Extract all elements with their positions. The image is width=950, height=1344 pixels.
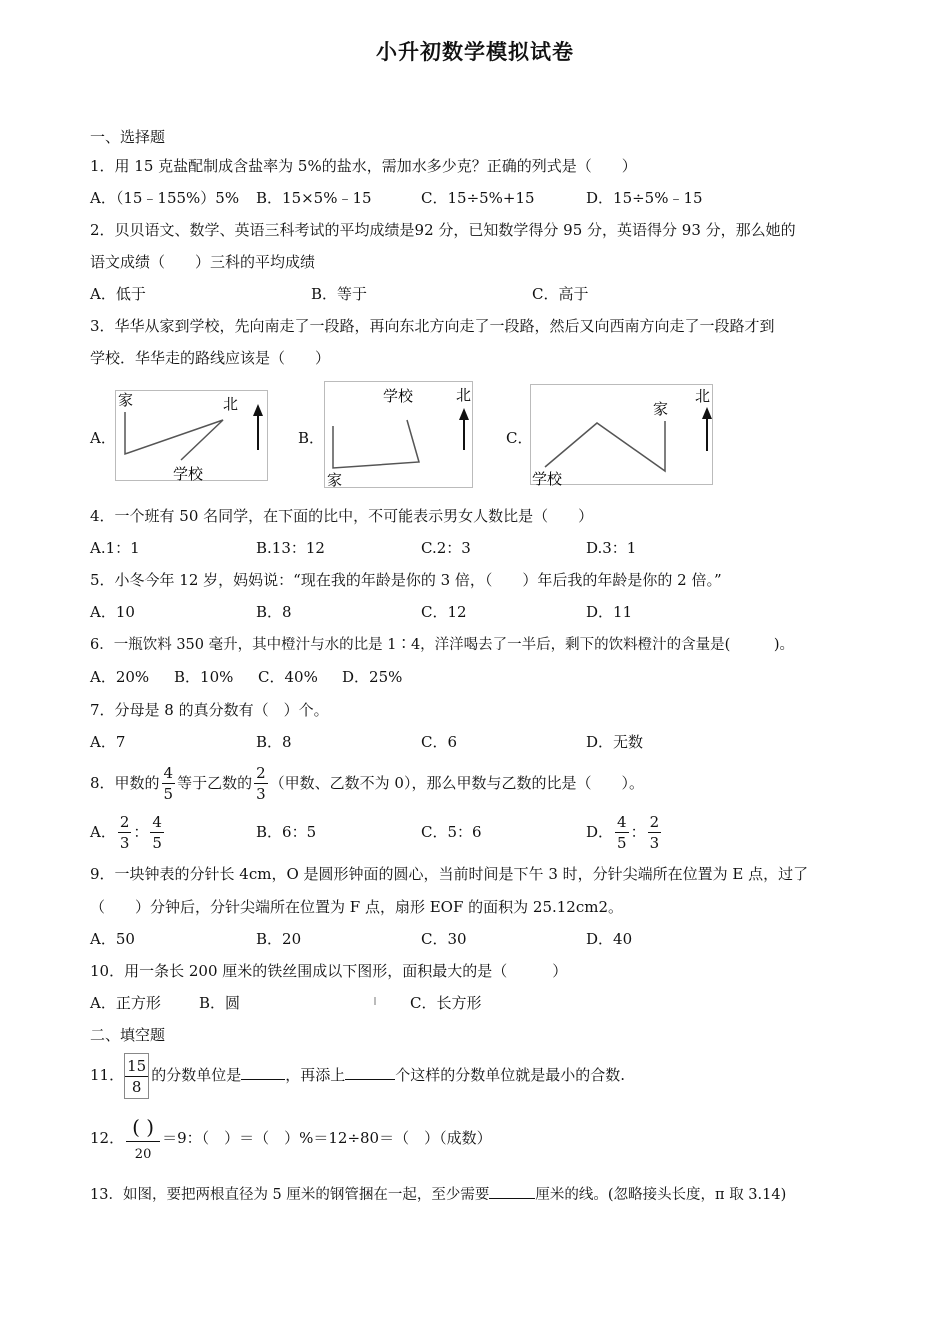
denominator: 5 xyxy=(152,834,162,852)
q8-text-post: （甲数、乙数不为 0），那么甲数与乙数的比是（ ）。 xyxy=(269,774,644,792)
fraction xyxy=(118,815,132,851)
question-13 xyxy=(90,1182,786,1206)
q11-text-2: ，再添上 xyxy=(285,1066,346,1084)
denominator: 3 xyxy=(649,834,660,852)
denominator: 20 xyxy=(134,1147,152,1162)
question-12 xyxy=(90,1110,492,1166)
q3-option-a-diagram xyxy=(115,388,269,484)
q2-option-b: B．等于 xyxy=(311,285,368,303)
home-label: 家 xyxy=(118,391,134,409)
fraction xyxy=(648,815,662,851)
numerator: 4 xyxy=(163,764,174,782)
north-arrow-icon xyxy=(459,408,469,420)
colon: ： xyxy=(133,823,149,841)
q12-fraction xyxy=(126,1117,160,1161)
question-3-line1: 3．华华从家到学校，先向南走了一段路，再向东北方向走了一段路，然后又向西南方向走了一段路才到 xyxy=(90,317,775,335)
q11-text-1: 的分数单位是 xyxy=(151,1066,242,1084)
denominator: 3 xyxy=(256,785,266,803)
answer-blank[interactable] xyxy=(241,1063,285,1080)
q9-option-a: A．50 xyxy=(90,930,135,948)
q8-fraction-2 xyxy=(254,766,268,802)
q12-text: ＝9：（ ）＝（ ）%＝12÷80＝（ ）（成数） xyxy=(162,1129,492,1147)
q3-option-c-diagram xyxy=(529,383,715,487)
q8-option-d xyxy=(586,810,663,854)
q8-option-a xyxy=(90,810,166,854)
numerator: 15 xyxy=(127,1057,147,1075)
q4-option-d: D.3：1 xyxy=(586,539,637,557)
q8-option-b: B．6：5 xyxy=(256,823,317,841)
q8-option-c: C．5：6 xyxy=(421,823,482,841)
home-label: 家 xyxy=(327,471,343,489)
numerator: 2 xyxy=(119,813,130,831)
stray-mark xyxy=(374,997,376,1005)
q6-option-b: B．10% xyxy=(174,668,234,686)
section-heading-choice: 一、选择题 xyxy=(90,128,166,146)
q3-option-a-label: A． xyxy=(90,429,116,447)
page-title: 小升初数学模拟试卷 xyxy=(376,40,574,64)
q8-text-mid: 等于乙数的 xyxy=(177,774,253,792)
question-2-line1: 2．贝贝语文、数学、英语三科考试的平均成绩是92 分，已知数学得分 95 分，英语得分 93 分，那么她的 xyxy=(90,221,796,239)
fraction xyxy=(615,815,629,851)
q1-option-b: B．15×5%﹣15 xyxy=(256,189,372,207)
q9-option-c: C．30 xyxy=(421,930,467,948)
question-1: 1．用 15 克盐配制成含盐率为 5%的盐水，需加水多少克？正确的列式是（ ） xyxy=(90,157,637,175)
q13-text-1: 13．如图，要把两根直径为 5 厘米的钢管捆在一起，至少需要 xyxy=(90,1187,490,1203)
q10-option-c: C．长方形 xyxy=(410,994,482,1012)
colon: ： xyxy=(630,823,646,841)
q7-option-d: D．无数 xyxy=(586,733,644,751)
answer-blank[interactable] xyxy=(489,1182,535,1199)
question-4: 4．一个班有 50 名同学，在下面的比中，不可能表示男女人数比是（ ） xyxy=(90,507,594,525)
q2-option-c: C．高于 xyxy=(532,285,589,303)
numerator: 2 xyxy=(256,764,266,782)
denominator: 5 xyxy=(617,834,627,852)
home-label: 家 xyxy=(653,400,669,418)
q6-option-a: A．20% xyxy=(90,668,150,686)
question-9-line2: （ ）分钟后，分针尖端所在位置为 F 点，扇形 EOF 的面积为 25.12cm2。 xyxy=(90,898,624,916)
q4-option-c: C.2：3 xyxy=(421,539,471,557)
option-label: D． xyxy=(586,823,614,841)
numerator: 4 xyxy=(617,813,627,831)
q7-option-c: C．6 xyxy=(421,733,458,751)
numerator: 2 xyxy=(649,813,660,831)
q7-option-b: B．8 xyxy=(256,733,292,751)
q10-option-b: B．圆 xyxy=(199,994,241,1012)
q1-option-d: D．15÷5%﹣15 xyxy=(586,189,703,207)
denominator: 8 xyxy=(131,1078,142,1096)
q8-text-pre: 8．甲数的 xyxy=(90,774,160,792)
school-label: 学校 xyxy=(173,465,204,483)
north-arrow-icon xyxy=(702,407,712,419)
north-label: 北 xyxy=(456,386,472,404)
north-label: 北 xyxy=(695,387,711,405)
q5-option-d: D．11 xyxy=(586,603,633,621)
answer-blank[interactable] xyxy=(345,1063,395,1080)
q1-option-a: A．（15﹣155%）5% xyxy=(90,189,240,207)
q6-option-d: D．25% xyxy=(342,668,403,686)
north-arrow-icon xyxy=(253,404,263,416)
q5-option-c: C．12 xyxy=(421,603,467,621)
q9-option-b: B．20 xyxy=(256,930,302,948)
q2-option-a: A．低于 xyxy=(90,285,146,303)
q4-option-a: A.1：1 xyxy=(90,539,140,557)
school-label: 学校 xyxy=(532,470,563,487)
q1-option-c: C．15÷5%+15 xyxy=(421,189,535,207)
question-7: 7．分母是 8 的真分数有（ ）个。 xyxy=(90,701,329,719)
question-9-line1: 9．一块钟表的分针长 4cm，O 是圆形钟面的圆心，当前时间是下午 3 时，分针尖端所在位置为 E 点，过了 xyxy=(90,865,809,883)
question-number: 11． xyxy=(90,1066,125,1084)
question-6: 6．一瓶饮料 350 毫升，其中橙汁与水的比是 1∶4，洋洋喝去了一半后，剩下的饮料橙汁的含量是( )。 xyxy=(90,637,794,653)
question-8 xyxy=(90,761,644,805)
q13-text-2: 厘米的线。(忽略接头长度，π 取 3.14) xyxy=(535,1187,787,1203)
question-number: 12． xyxy=(90,1129,125,1147)
q8-fraction-1 xyxy=(162,766,176,802)
q6-option-c: C．40% xyxy=(258,668,318,686)
q4-option-b: B.13：12 xyxy=(256,539,325,557)
q11-text-3: 个这样的分数单位就是最小的合数. xyxy=(395,1066,625,1084)
q3-option-c-label: C． xyxy=(506,429,533,447)
q3-option-b-label: B． xyxy=(298,429,325,447)
numerator: 4 xyxy=(152,813,162,831)
option-label: A． xyxy=(90,823,116,841)
school-label: 学校 xyxy=(383,387,414,405)
q5-option-b: B．8 xyxy=(256,603,292,621)
q7-option-a: A．7 xyxy=(90,733,126,751)
numerator: ( ) xyxy=(126,1117,160,1142)
fraction xyxy=(125,1059,148,1095)
q11-fraction-box xyxy=(124,1053,149,1099)
fraction xyxy=(150,815,164,851)
denominator: 5 xyxy=(163,785,174,803)
denominator: 3 xyxy=(119,834,130,852)
q5-option-a: A．10 xyxy=(90,603,135,621)
question-3-line2: 学校．华华走的路线应该是（ ） xyxy=(90,349,331,367)
question-11 xyxy=(90,1053,625,1099)
north-label: 北 xyxy=(223,395,239,413)
question-2-line2: 语文成绩（ ）三科的平均成绩 xyxy=(90,253,316,271)
question-10: 10．用一条长 200 厘米的铁丝围成以下图形，面积最大的是（ ） xyxy=(90,962,568,980)
q9-option-d: D．40 xyxy=(586,930,633,948)
question-5: 5．小冬今年 12 岁，妈妈说：“现在我的年龄是你的 3 倍，（ ）年后我的年龄是你的 2 倍。” xyxy=(90,571,722,589)
q3-option-b-diagram xyxy=(323,380,475,490)
q10-option-a: A．正方形 xyxy=(90,994,161,1012)
section-heading-fill: 二、填空题 xyxy=(90,1026,166,1044)
